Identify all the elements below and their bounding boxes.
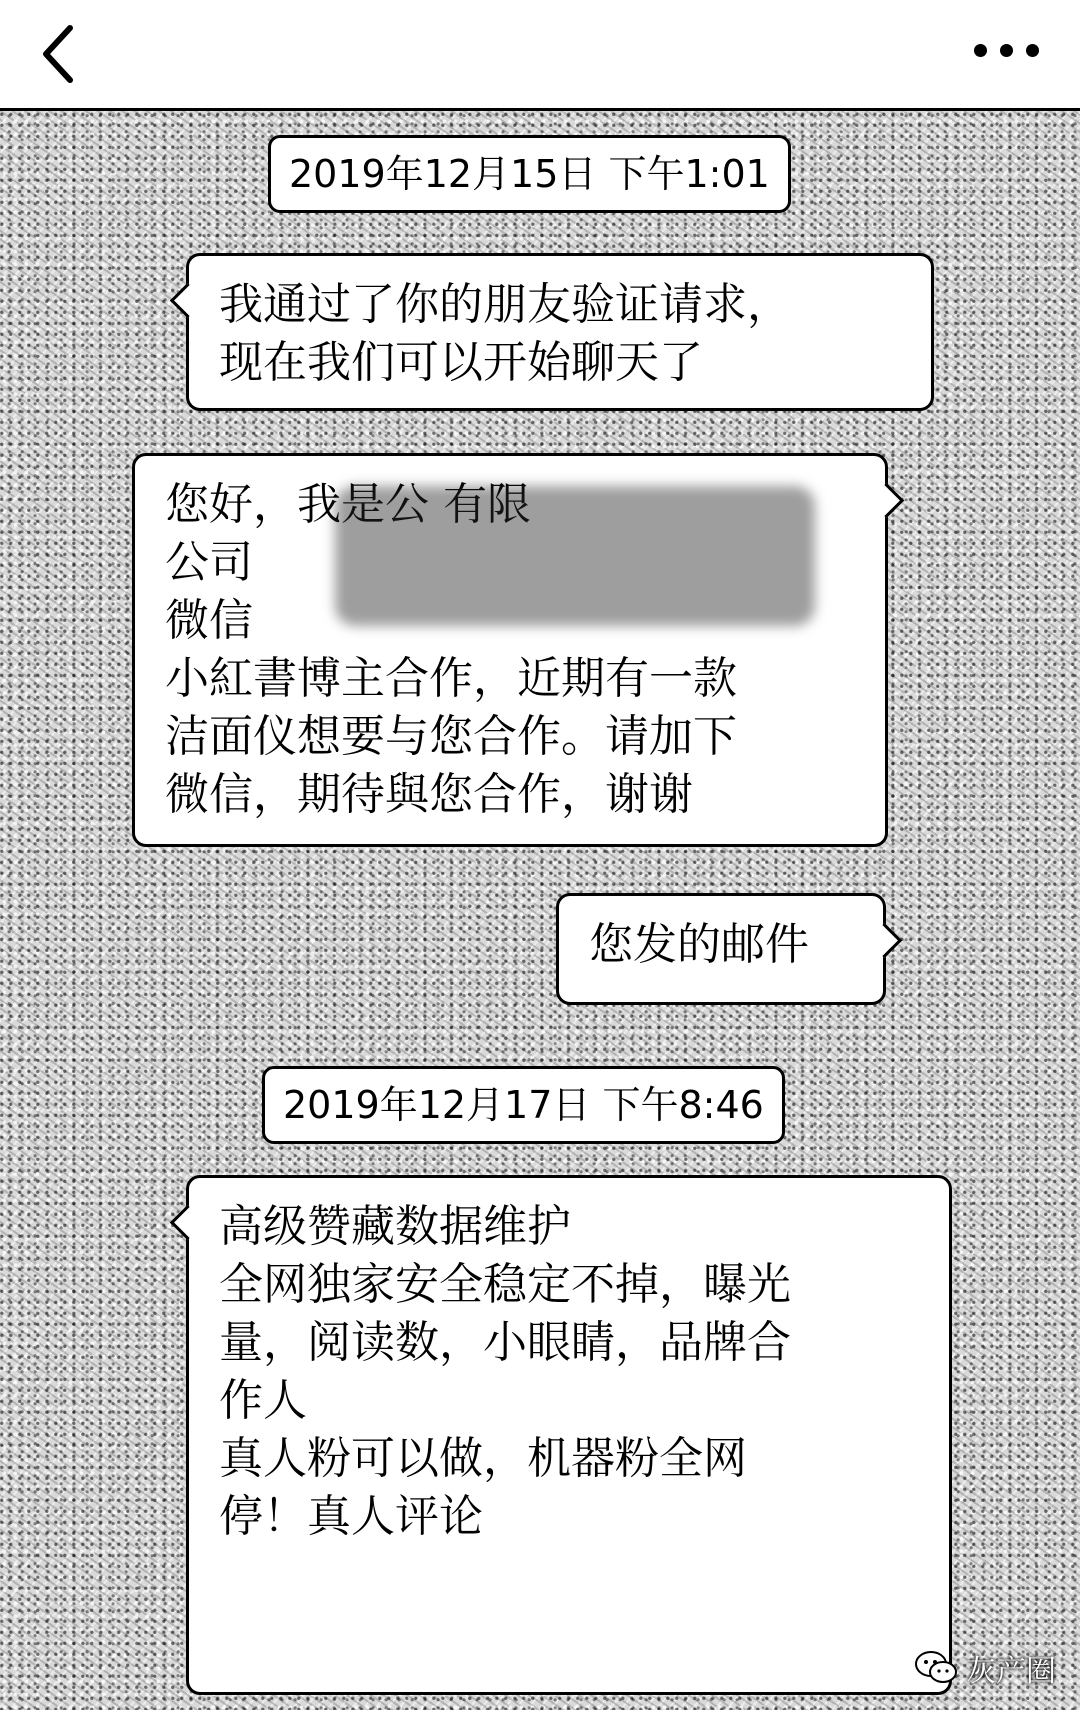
message-text: 微信，期待與您合作，谢谢 [165,769,693,820]
timestamp: 2019年12月17日 下午8:46 [262,1066,785,1144]
message-text: 全网独家安全稳定不掉，曝光 [219,1259,791,1310]
message-text: 微信 [165,595,253,646]
message-bubble-sent[interactable] [556,893,886,1005]
message-text: 真人粉可以做，机器粉全网 [219,1433,747,1484]
message-text: 小紅書博主合作，近期有一款 [165,653,737,704]
more-options-button[interactable] [962,20,1052,80]
message-text: 洁面仪想要与您合作。请加下 [165,711,737,762]
message-bubble-received[interactable] [186,1175,952,1695]
more-dots-icon [1026,44,1039,57]
message-text: 量，阅读数，小眼睛，品牌合 [219,1317,791,1368]
chevron-left-icon [28,14,98,94]
message-text: 您发的邮件 [589,919,809,970]
message-text: 高级赞藏数据维护 [219,1201,571,1252]
top-navigation-bar [0,0,1080,111]
message-text: 我通过了你的朋友验证请求， [219,279,791,330]
wechat-icon [914,1650,958,1686]
message-bubble-received[interactable] [186,253,934,411]
message-text: 停！真人评论 [219,1491,483,1542]
message-text: 公司 [165,537,253,588]
redaction-blur [335,486,815,626]
message-text: 您好，我是公 有限 [165,479,531,530]
more-dots-icon [1000,44,1013,57]
message-bubble-sent[interactable] [132,453,888,847]
message-text: 作人 [219,1375,307,1426]
more-dots-icon [974,44,987,57]
chat-area[interactable] [0,111,1080,1710]
watermark [914,1646,1056,1690]
back-button[interactable] [28,14,98,94]
message-text: 现在我们可以开始聊天了 [219,337,703,388]
timestamp: 2019年12月15日 下午1:01 [268,135,791,213]
watermark-text: 灰产圈 [966,1654,1056,1689]
